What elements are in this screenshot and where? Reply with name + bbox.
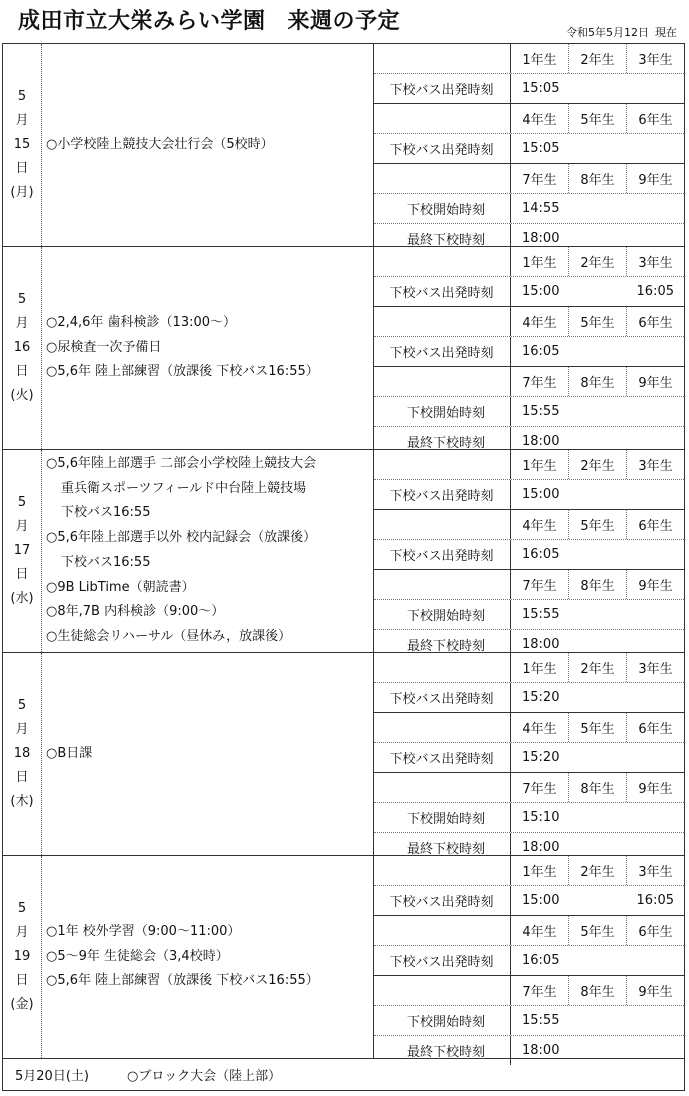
row-label: 最終下校時刻 [406,436,485,451]
grade-cell: 5年生 [568,916,626,945]
grades-4-6-row [374,104,684,134]
dismissal-start-row [374,194,684,224]
grade-cell: 9年生 [626,773,684,802]
events-list [42,450,374,652]
grade-cell: 3年生 [626,450,684,479]
grade-cell: 7年生 [510,976,568,1005]
date-month-unit: 月 [15,316,29,331]
grade-cell: 8年生 [568,976,626,1005]
grade-cell: 4年生 [510,713,568,742]
bus-departure-row-4-6 [374,743,684,773]
grade-cell: 8年生 [568,164,626,193]
title-suffix: 来週の予定 [287,8,401,34]
grade-cell: 2年生 [568,450,626,479]
bus-schedule [373,44,684,246]
grade-cell: 1年生 [510,856,568,885]
grade-cell: 9年生 [626,367,684,396]
grade-cell: 3年生 [626,856,684,885]
date-weekday: (水) [10,591,34,606]
time-value: 16:05 [510,946,682,975]
bus-schedule [373,247,684,449]
grade-cell: 7年生 [510,164,568,193]
grade-cell: 7年生 [510,773,568,802]
row-label: 下校バス出発時刻 [389,286,494,301]
date-day-unit: 日 [15,161,29,176]
time-value-extra: 16:05 [636,893,674,908]
row-label: 下校開始時刻 [406,1015,485,1030]
event-item: ○5～9年 生徒総会（3,4校時） [46,948,229,964]
time-value: 15:20 [510,683,682,712]
row-label: 下校バス出発時刻 [389,752,494,767]
event-item: ○5,6年 陸上部練習（放課後 下校バス16:55） [46,364,319,380]
date-label [10,85,33,205]
grades-7-9-row [374,367,684,397]
date-month: 5 [17,698,27,713]
grade-cell: 9年生 [626,570,684,599]
date-month-unit: 月 [15,519,29,534]
grades-1-3-row [374,450,684,480]
row-label: 最終下校時刻 [406,842,485,857]
row-label: 下校バス出発時刻 [389,143,494,158]
grades-7-9-row [374,570,684,600]
time-value: 18:00 [510,630,682,659]
date-label [10,897,33,1017]
schedule-table [2,43,685,1091]
date-weekday: (火) [10,388,34,403]
day-block [3,247,684,450]
time-value: 18:00 [510,224,682,253]
event-item: 下校バス16:55 [61,505,151,521]
date-weekday: (月) [10,185,34,200]
date-weekday: (木) [10,794,34,809]
dismissal-start-row [374,600,684,630]
day-block [3,44,684,247]
grade-cell: 9年生 [626,976,684,1005]
grade-cell: 8年生 [568,773,626,802]
date-label [10,694,33,814]
time-value-extra: 16:05 [636,284,674,299]
time-value: 14:55 [510,194,682,223]
grade-cell: 6年生 [626,510,684,539]
row-label: 下校バス出発時刻 [389,955,494,970]
time-value: 15:55 [510,600,682,629]
time-value: 16:05 [510,540,682,569]
grade-cell: 5年生 [568,307,626,336]
dismissal-start-row [374,397,684,427]
grade-cell: 4年生 [510,916,568,945]
time-value: 15:55 [510,1006,682,1035]
bus-departure-row-1-3 [374,74,684,104]
row-label: 最終下校時刻 [406,1045,485,1060]
bus-departure-row-4-6 [374,134,684,164]
date-day: 19 [13,949,31,964]
date-day: 17 [13,543,31,558]
time-value: 15:00 [510,277,682,306]
date-month: 5 [17,292,27,307]
time-value: 16:05 [510,337,682,366]
date-month-unit: 月 [15,925,29,940]
grade-cell: 4年生 [510,510,568,539]
grade-cell: 3年生 [626,653,684,682]
event-item: 重兵衛スポーツフィールド中台陸上競技場 [61,480,307,496]
event-item: 下校バス16:55 [61,554,151,570]
grade-cell: 4年生 [510,104,568,133]
date-day: 15 [13,137,31,152]
time-value: 15:20 [510,743,682,772]
date-month-unit: 月 [15,722,29,737]
event-item: ○5,6年陸上部選手以外 校内記録会（放課後） [46,530,317,546]
grade-cell: 5年生 [568,104,626,133]
time-value: 15:10 [510,803,682,832]
date-column [3,856,42,1058]
grades-4-6-row [374,510,684,540]
grade-cell: 6年生 [626,916,684,945]
grade-cell: 2年生 [568,653,626,682]
bus-departure-row-1-3 [374,480,684,510]
bus-departure-row-4-6 [374,540,684,570]
bus-departure-row-1-3 [374,886,684,916]
date-column [3,44,42,246]
as-of-label: 現在 [655,26,677,39]
grades-4-6-row [374,713,684,743]
page-title [18,4,400,35]
row-label: 下校バス出発時刻 [389,489,494,504]
grades-1-3-row [374,44,684,74]
grades-4-6-row [374,307,684,337]
events-list [42,247,374,449]
time-value: 18:00 [510,1036,682,1065]
time-value: 15:55 [510,397,682,426]
final-dismissal-row [374,1036,684,1065]
row-label: 下校バス出発時刻 [389,346,494,361]
row-label: 下校開始時刻 [406,812,485,827]
time-value: 18:00 [510,427,682,456]
date-day-unit: 日 [15,770,29,785]
bus-schedule [373,856,684,1058]
row-label: 最終下校時刻 [406,233,485,248]
grade-cell: 4年生 [510,307,568,336]
event-item: ○5,6年陸上部選手 二部会小学校陸上競技大会 [46,456,317,471]
bus-departure-row-1-3 [374,277,684,307]
grade-cell: 1年生 [510,247,568,276]
day-block [3,856,684,1059]
row-label: 下校バス出発時刻 [389,692,494,707]
date-day-unit: 日 [15,973,29,988]
footer-event: ○ブロック大会（陸上部） [127,1069,282,1084]
row-label: 下校バス出発時刻 [389,895,494,910]
date-day-unit: 日 [15,364,29,379]
events-list [42,856,374,1058]
grade-cell: 3年生 [626,247,684,276]
date-day: 18 [13,746,31,761]
event-item: ○小学校陸上競技大会壮行会（5校時） [46,136,274,152]
bus-departure-row-4-6 [374,337,684,367]
grades-7-9-row [374,773,684,803]
date-day: 16 [13,340,31,355]
date-month-unit: 月 [15,113,29,128]
time-value: 15:05 [510,74,682,103]
grade-cell: 1年生 [510,653,568,682]
date-column [3,450,42,652]
grade-cell: 2年生 [568,856,626,885]
event-item: ○8年,7B 内科検診（9:00～） [46,604,225,620]
grade-cell: 6年生 [626,104,684,133]
grades-1-3-row [374,247,684,277]
grades-1-3-row [374,653,684,683]
event-item: ○B日課 [46,745,93,761]
grade-cell: 2年生 [568,247,626,276]
event-item: ○1年 校外学習（9:00～11:00） [46,923,241,939]
grade-cell: 6年生 [626,307,684,336]
grade-cell: 5年生 [568,510,626,539]
grade-cell: 8年生 [568,570,626,599]
date-weekday: (金) [10,997,34,1012]
bus-departure-row-4-6 [374,946,684,976]
bus-departure-row-1-3 [374,683,684,713]
grade-cell: 1年生 [510,450,568,479]
time-value: 18:00 [510,833,682,862]
event-item: ○5,6年 陸上部練習（放課後 下校バス16:55） [46,973,319,989]
time-value: 15:00 [510,886,682,915]
grades-1-3-row [374,856,684,886]
date-column [3,247,42,449]
time-value: 15:00 [510,480,682,509]
dismissal-start-row [374,1006,684,1036]
day-block [3,653,684,856]
grade-cell: 1年生 [510,44,568,73]
time-value: 15:05 [510,134,682,163]
date-column [3,653,42,855]
event-item: ○生徒総会リハーサル（昼休み，放課後） [46,628,292,644]
grade-cell: 3年生 [626,44,684,73]
as-of-date-value: 令和5年5月12日 [566,26,649,39]
row-label: 下校開始時刻 [406,609,485,624]
grade-cell: 9年生 [626,164,684,193]
grades-4-6-row [374,916,684,946]
grade-cell: 5年生 [568,713,626,742]
date-label [10,288,33,408]
bus-schedule [373,450,684,652]
date-month: 5 [17,901,27,916]
event-item: ○2,4,6年 歯科検診（13:00～） [46,314,237,330]
school-name: 成田市立大栄みらい学園 [18,8,266,34]
events-list [42,44,374,246]
grades-7-9-row [374,164,684,194]
date-month: 5 [17,89,27,104]
grades-7-9-row [374,976,684,1006]
event-item: ○9B LibTime（朝読書） [46,579,195,595]
as-of-date [566,24,677,40]
day-block [3,450,684,653]
grade-cell: 7年生 [510,570,568,599]
row-label: 下校開始時刻 [406,406,485,421]
date-day-unit: 日 [15,567,29,582]
dismissal-start-row [374,803,684,833]
date-label [10,491,33,611]
row-label: 下校開始時刻 [406,203,485,218]
events-list [42,653,374,855]
footer-date: 5月20日(土) [15,1069,89,1084]
grade-cell: 7年生 [510,367,568,396]
bus-schedule [373,653,684,855]
grade-cell: 8年生 [568,367,626,396]
row-label: 最終下校時刻 [406,639,485,654]
event-item: ○尿検査一次予備日 [46,339,162,355]
grade-cell: 6年生 [626,713,684,742]
grade-cell: 2年生 [568,44,626,73]
row-label: 下校バス出発時刻 [389,83,494,98]
row-label: 下校バス出発時刻 [389,549,494,564]
date-month: 5 [17,495,27,510]
